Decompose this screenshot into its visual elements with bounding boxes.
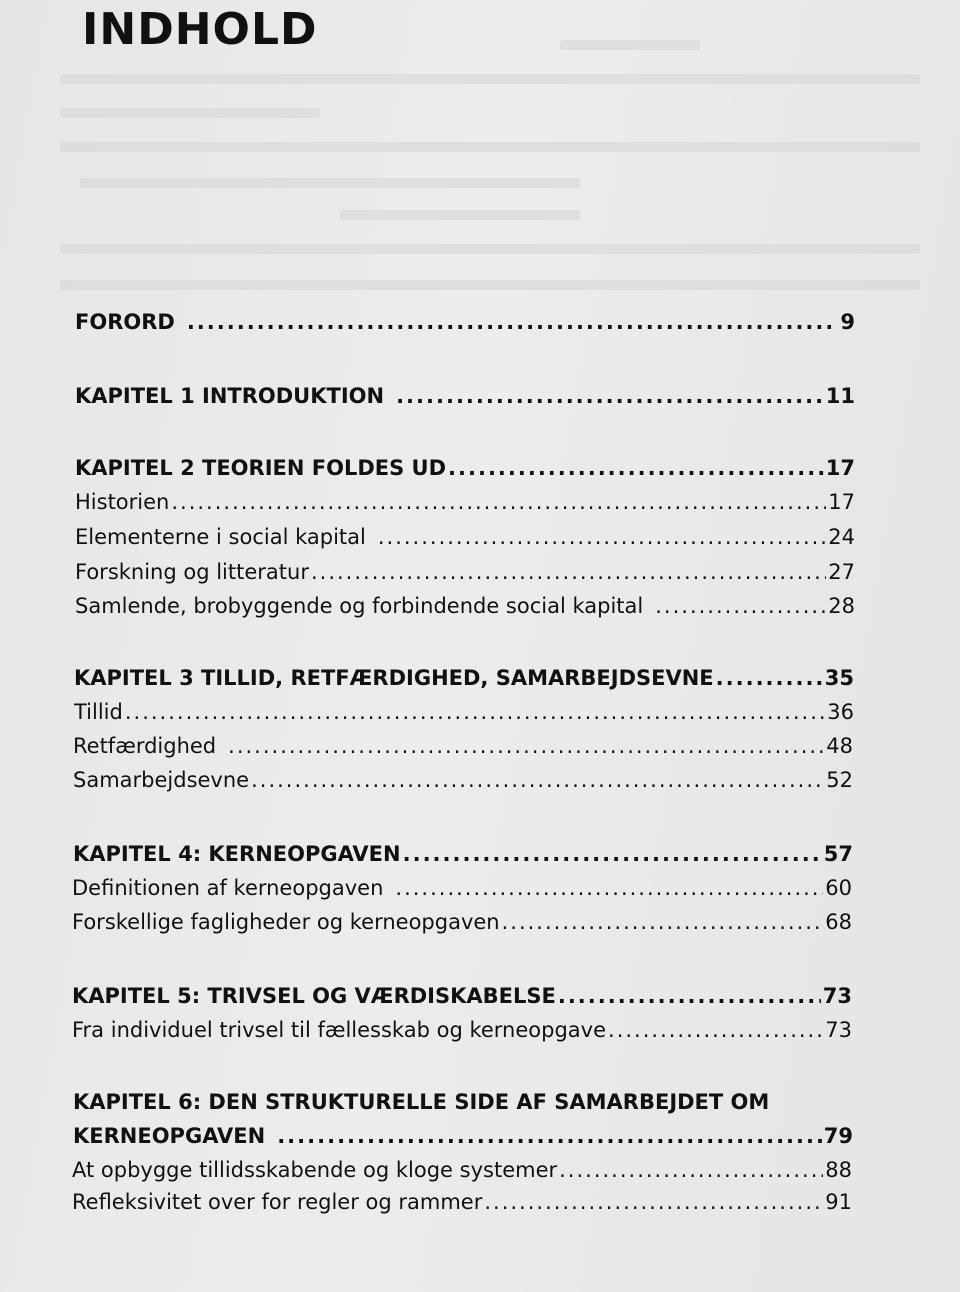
toc-entry-foreword[interactable]	[75, 310, 855, 334]
dot-leader	[171, 490, 826, 514]
toc-entry-section[interactable]	[75, 525, 855, 549]
page-number: 27	[828, 560, 855, 584]
entry-text: Retfærdighed	[73, 734, 217, 758]
toc-entry-chapter-5[interactable]	[72, 984, 852, 1008]
entry-text: KAPITEL 2 TEORIEN FOLDES UD	[75, 456, 447, 480]
dot-leader	[608, 1018, 823, 1042]
toc-entry-section[interactable]	[72, 1190, 852, 1214]
toc-entry-chapter-6-line-1[interactable]: KAPITEL 6: DEN STRUKTURELLE SIDE AF SAMARBEJDET OM	[73, 1090, 770, 1114]
entry-text: Elementerne i social kapital	[75, 525, 366, 549]
page-number: 36	[827, 700, 854, 724]
dot-leader	[484, 1190, 823, 1214]
page-number: 28	[828, 594, 855, 618]
toc-entry-chapter-4[interactable]	[73, 842, 853, 866]
toc-entry-section[interactable]	[74, 700, 854, 724]
show-through	[560, 40, 700, 50]
toc-entry-chapter-3[interactable]	[74, 666, 854, 690]
page-number: 57	[823, 842, 853, 866]
show-through	[60, 108, 320, 118]
toc-entry-section[interactable]	[72, 876, 852, 900]
show-through	[60, 142, 920, 152]
show-through	[60, 244, 920, 254]
dot-leader	[558, 984, 821, 1008]
entry-text: Forskellige fagligheder og kerneopgaven	[72, 910, 500, 934]
show-through	[80, 178, 580, 188]
page-number: 35	[824, 666, 854, 690]
show-through	[60, 74, 920, 84]
dot-leader	[228, 734, 824, 758]
page-number: 52	[826, 768, 853, 792]
page-number: 88	[825, 1158, 852, 1182]
toc-entry-section[interactable]	[72, 1018, 852, 1042]
dot-leader	[187, 310, 831, 334]
entry-text: Samlende, brobyggende og forbindende social kapital	[75, 594, 644, 618]
entry-text: KERNEOPGAVEN	[73, 1124, 266, 1148]
entry-text: At opbygge tillidsskabende og kloge systemer	[72, 1158, 558, 1182]
dot-leader	[125, 700, 825, 724]
entry-text: Tillid	[74, 700, 123, 724]
entry-text: Fra individuel trivsel til fællesskab og kerneopgave	[72, 1018, 607, 1042]
entry-text: Historien	[75, 490, 170, 514]
dot-leader	[716, 666, 823, 690]
page-number: 17	[828, 490, 855, 514]
toc-entry-chapter-6[interactable]	[73, 1124, 853, 1148]
toc-entry-section[interactable]	[72, 910, 852, 934]
page-number: 60	[825, 876, 852, 900]
toc-entry-section[interactable]	[75, 490, 855, 514]
dot-leader	[277, 1124, 822, 1148]
entry-text: KAPITEL 4: KERNEOPGAVEN	[73, 842, 401, 866]
dot-leader	[502, 910, 824, 934]
page-title: INDHOLD	[82, 4, 318, 55]
show-through	[60, 280, 920, 290]
entry-text: Samarbejdsevne	[73, 768, 250, 792]
entry-text: Forskning og litteratur	[75, 560, 309, 584]
dot-leader	[395, 876, 823, 900]
dot-leader	[378, 525, 826, 549]
entry-text: KAPITEL 1 INTRODUKTION	[75, 384, 385, 408]
toc-entry-section[interactable]	[75, 594, 855, 618]
page-number: 24	[828, 525, 855, 549]
toc-entry-section[interactable]	[73, 768, 853, 792]
entry-text: FORORD	[75, 310, 175, 334]
toc-entry-chapter-2[interactable]	[75, 456, 855, 480]
entry-text: KAPITEL 5: TRIVSEL OG VÆRDISKABELSE	[72, 984, 556, 1008]
entry-text: KAPITEL 3 TILLID, RETFÆRDIGHED, SAMARBEJDSEVNE	[74, 666, 714, 690]
page-number: 48	[826, 734, 853, 758]
toc-entry-section[interactable]	[73, 734, 853, 758]
entry-text: Definitionen af kerneopgaven	[72, 876, 384, 900]
dot-leader	[251, 768, 824, 792]
dot-leader	[311, 560, 826, 584]
entry-text: Refleksivitet over for regler og rammer	[72, 1190, 483, 1214]
page-number: 73	[822, 984, 852, 1008]
dot-leader	[396, 384, 824, 408]
show-through	[340, 210, 580, 220]
page-number: 91	[825, 1190, 852, 1214]
page-number: 17	[825, 456, 855, 480]
page-number: 68	[825, 910, 852, 934]
toc-entry-chapter-1[interactable]	[75, 384, 855, 408]
dot-leader	[448, 456, 824, 480]
page-number: 11	[825, 384, 855, 408]
page-number: 73	[825, 1018, 852, 1042]
dot-leader	[559, 1158, 823, 1182]
page-number: 79	[823, 1124, 853, 1148]
dot-leader	[655, 594, 826, 618]
toc-entry-section[interactable]	[75, 560, 855, 584]
page-number: 9	[840, 310, 855, 334]
dot-leader	[403, 842, 822, 866]
toc-entry-section[interactable]	[72, 1158, 852, 1182]
